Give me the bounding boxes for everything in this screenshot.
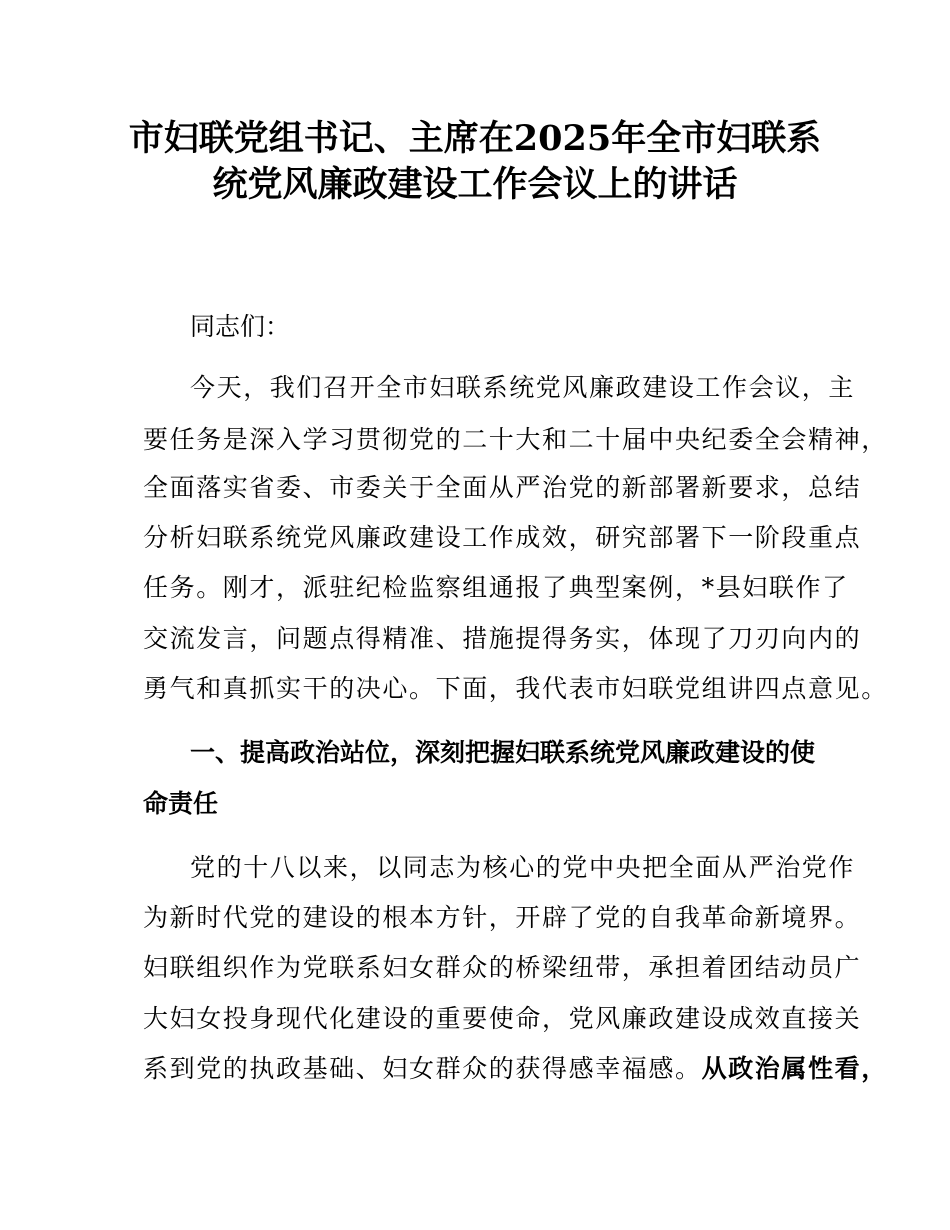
para1-line: 交流发言，问题点得精准、措施提得务实，体现了刀刃向内的 [143, 624, 862, 653]
para2-line: 为新时代党的建设的根本方针，开辟了党的自我革命新境界。 [143, 903, 862, 932]
greeting: 同志们： [190, 312, 291, 341]
section-heading-1-cont: 命责任 [143, 789, 219, 818]
para1-line: 分析妇联系统党风廉政建设工作成效，研究部署下一阶段重点 [143, 523, 862, 552]
title-line-2: 统党风廉政建设工作会议上的讲话 [212, 164, 738, 205]
para2-line-last [143, 1052, 888, 1086]
para1-line: 任务。刚才，派驻纪检监察组通报了典型案例，*县妇联作了 [143, 573, 849, 602]
para2-line: 妇联组织作为党联系妇女群众的桥梁纽带，承担着团结动员广 [143, 953, 862, 982]
document-title [110, 116, 840, 208]
section-heading-1: 一、提高政治站位，深刻把握妇联系统党风廉政建设的使 [190, 738, 816, 767]
para2-line: 大妇女投身现代化建设的重要使命，党风廉政建设成效直接关 [143, 1004, 862, 1033]
para1-line: 今天，我们召开全市妇联系统党风廉政建设工作会议，主 [190, 373, 856, 402]
para2-last-bold: 从政治属性看， [701, 1054, 888, 1083]
para1-line: 勇气和真抓实干的决心。下面，我代表市妇联党组讲四点意见。 [143, 674, 888, 703]
para2-line: 党的十八以来，以同志为核心的党中央把全面从严治党作 [190, 853, 856, 882]
title-line-1: 市妇联党组书记、主席在2025年全市妇联系 [128, 118, 822, 159]
para2-last-normal: 系到党的执政基础、妇女群众的获得感幸福感。 [143, 1054, 702, 1083]
para1-line: 要任务是深入学习贯彻党的二十大和二十届中央纪委全会精神， [143, 425, 888, 454]
para1-line: 全面落实省委、市委关于全面从严治党的新部署新要求，总结 [143, 473, 862, 502]
